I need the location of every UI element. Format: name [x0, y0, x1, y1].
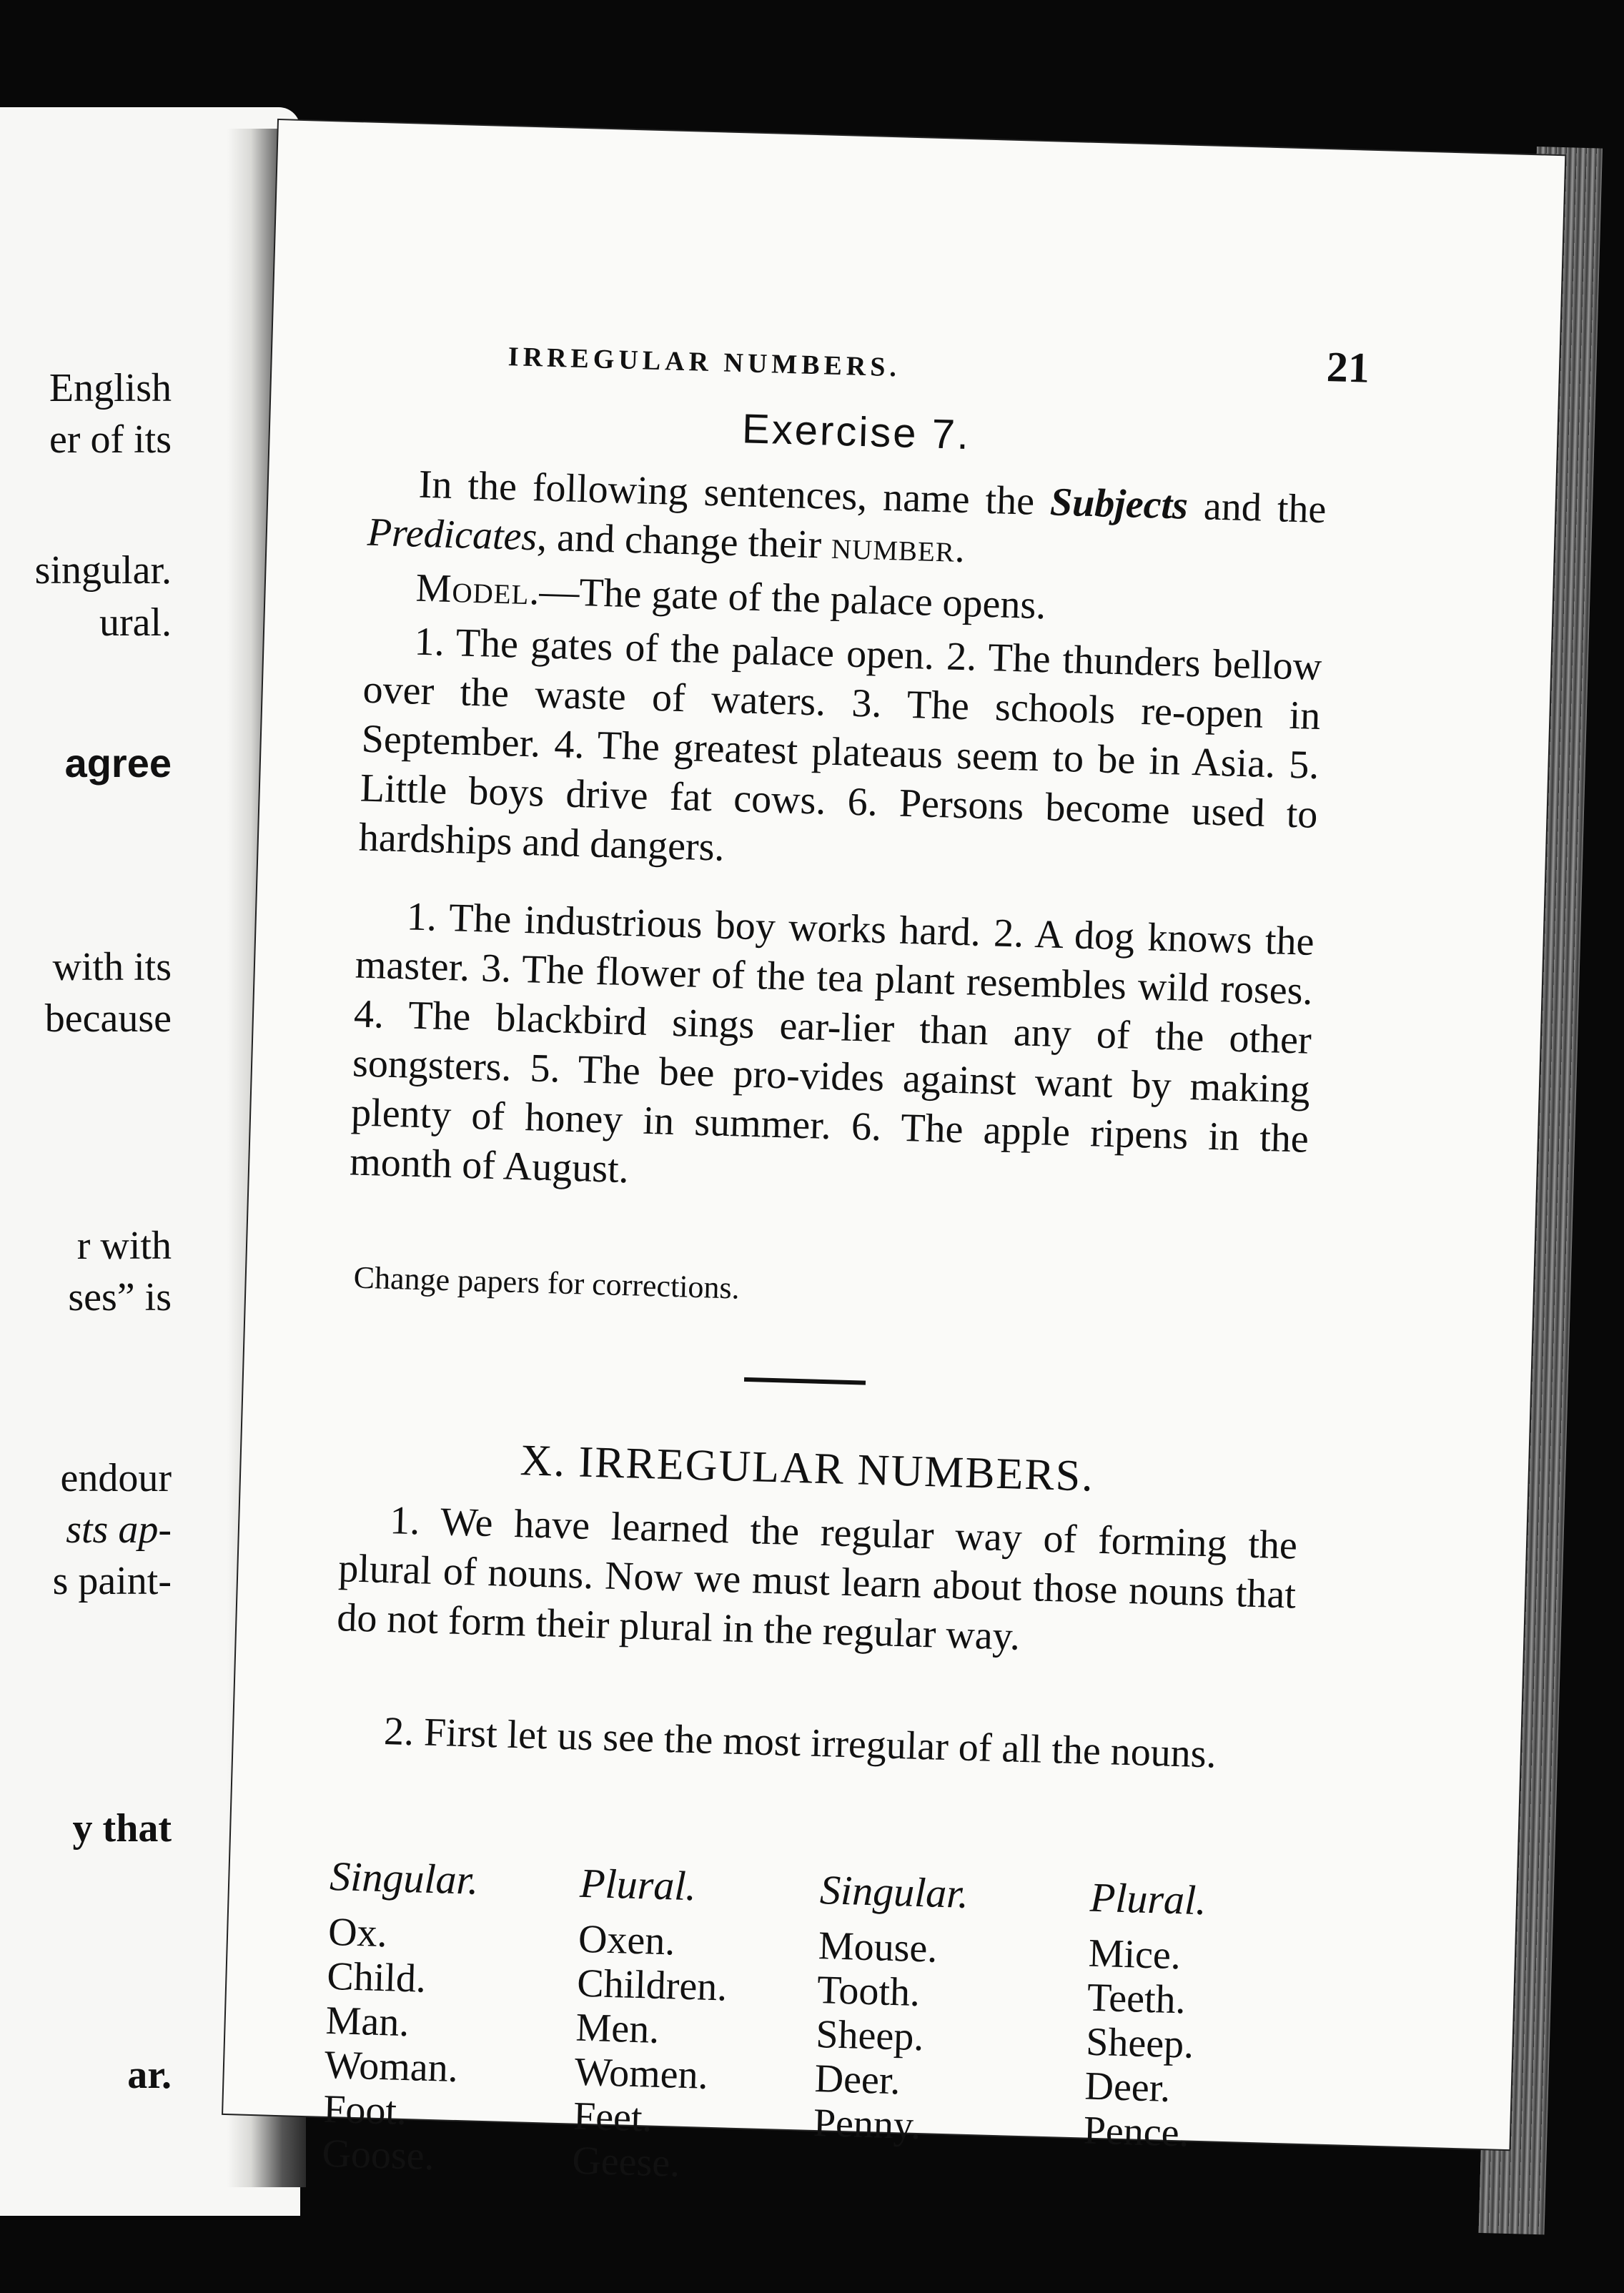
- table-cell: Mouse.: [818, 1923, 939, 1971]
- left-fragment: y that: [72, 1806, 172, 1851]
- instruction-predicates: Predicates: [367, 510, 538, 560]
- table-cell: Women.: [574, 2049, 709, 2098]
- table-cell: Woman.: [324, 2042, 459, 2091]
- model-text: .—The gate of the palace opens.: [528, 569, 1047, 628]
- left-fragment: agree: [64, 741, 172, 786]
- table-cell: Penny.: [813, 2100, 922, 2149]
- left-fragment: ses” is: [68, 1275, 172, 1319]
- instruction-text: , and change their: [536, 515, 833, 568]
- instruction-text: .: [954, 526, 966, 572]
- table-cell: [1081, 2153, 1323, 2204]
- section-title: X. IRREGULAR NUMBERS.: [519, 1436, 1095, 1501]
- exercise-paragraph-1: 1. The gates of the palace open. 2. The thunders bellow over the waste of waters. 3. The schools re-open in September. 4. The greatest plateaus seem to be in Asia. 5. Little boys drive fat cows. 6. Persons become used to hardships and dangers.: [358, 619, 1323, 870]
- table-cell: [811, 2145, 1083, 2197]
- table-cell: Deer.: [813, 2056, 901, 2104]
- book-page: [223, 120, 1565, 2186]
- exercise-instruction: [367, 459, 1327, 584]
- column-header: Plural.: [1089, 1873, 1207, 1924]
- table-cell: Feet.: [573, 2094, 653, 2141]
- left-fragment: sts ap-: [66, 1507, 172, 1552]
- left-fragment: because: [44, 996, 172, 1041]
- left-fragment: endour: [60, 1456, 172, 1500]
- table-cell: Pence.: [1083, 2108, 1190, 2156]
- column-header: Singular.: [329, 1852, 480, 1903]
- page-number: 21: [1326, 343, 1370, 392]
- table-cell: Men.: [575, 2005, 660, 2052]
- table-cell: Sheep.: [815, 2012, 925, 2060]
- exercise-paragraph-2: 1. The industrious boy works hard. 2. A dog knows the master. 3. The flower of the tea plant resembles wild roses. 4. The blackbird sings ear-lier than any of the other songsters. 5. The bee pro-vides against want by making plenty of honey in summer. 6. The apple ripens in the month of August.: [349, 894, 1315, 1192]
- column-header: Singular.: [819, 1866, 969, 1917]
- table-cell: Mice.: [1087, 1931, 1182, 1978]
- table-cell: Children.: [576, 1961, 728, 2010]
- left-fragment: ar.: [127, 2053, 172, 2097]
- left-fragment: s paint-: [52, 1559, 172, 1603]
- running-head: IRREGULAR NUMBERS.: [508, 342, 901, 383]
- table-cell: Man.: [325, 1998, 410, 2046]
- instruction-text: In the following sentences, name the: [417, 462, 1051, 525]
- table-cell: Tooth.: [816, 1968, 921, 2016]
- section-paragraph-1: 1. We have learned the regular way of forming the plural of nouns. Now we must learn about those nouns that do not form their plural in the regular way.: [336, 1498, 1298, 1659]
- irregular-nouns-table: [322, 1852, 1331, 2204]
- section-paragraph-2: 2. First let us see the most irregular of all the nouns.: [383, 1708, 1217, 1777]
- left-fragment: r with: [76, 1224, 172, 1268]
- left-fragment: ural.: [99, 600, 172, 645]
- section-divider: [744, 1377, 866, 1385]
- model-label: Model: [415, 565, 530, 614]
- table-cell: Sheep.: [1085, 2019, 1195, 2067]
- correction-note: Change papers for corrections.: [353, 1259, 741, 1306]
- exercise-title: Exercise 7.: [741, 405, 971, 459]
- instruction-text: and the: [1187, 483, 1327, 533]
- left-fragment: English: [49, 366, 172, 410]
- instruction-subjects: Subjects: [1049, 480, 1189, 528]
- table-cell: Goose.: [321, 2131, 435, 2179]
- table-cell: Geese.: [571, 2138, 681, 2186]
- table-cell: Teeth.: [1086, 1975, 1187, 2023]
- table-cell: Oxen.: [578, 1916, 676, 1964]
- table-cell: Foot.: [322, 2086, 407, 2134]
- column-header: Plural.: [579, 1859, 697, 1910]
- instruction-number: number: [831, 523, 956, 571]
- left-fragment: er of its: [49, 417, 172, 462]
- table-cell: Deer.: [1084, 2064, 1172, 2111]
- table-cell: Ox.: [327, 1909, 388, 1956]
- table-cell: Child.: [326, 1953, 427, 2001]
- left-fragment: with its: [52, 945, 172, 989]
- left-fragment: singular.: [34, 548, 172, 593]
